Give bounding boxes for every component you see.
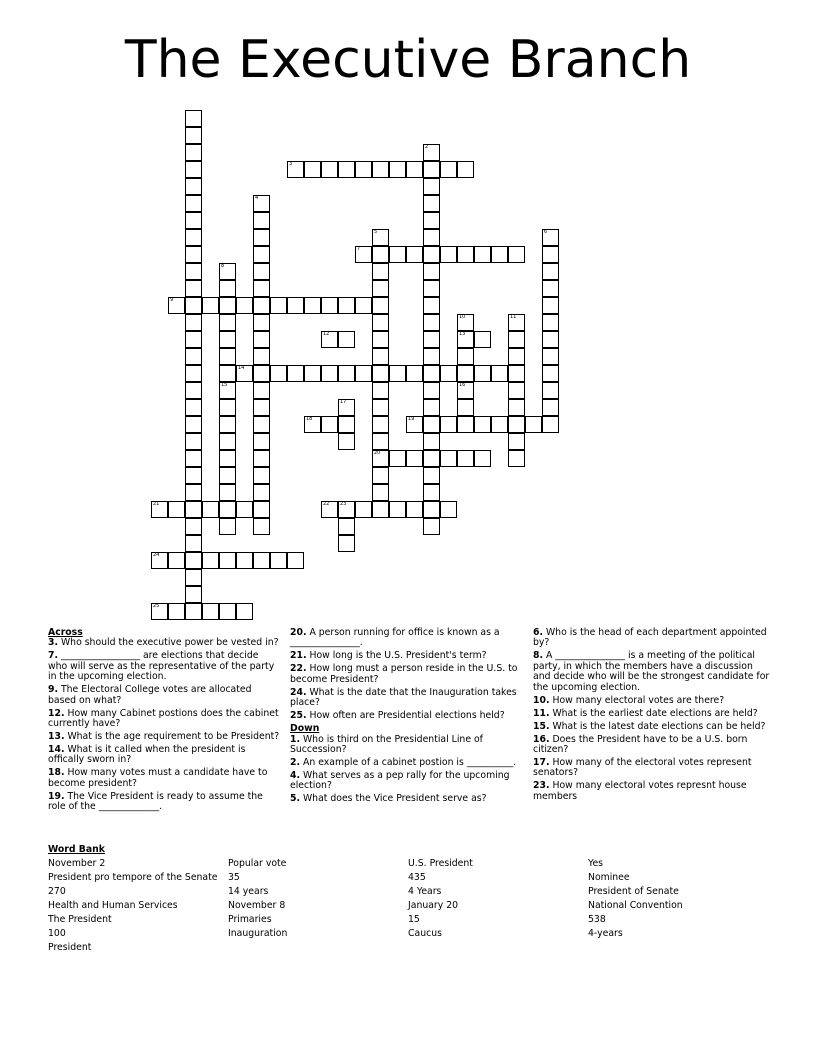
grid-cell[interactable] <box>253 365 270 382</box>
grid-cell[interactable] <box>423 416 440 433</box>
grid-cell[interactable] <box>236 297 253 314</box>
grid-cell[interactable] <box>542 280 559 297</box>
grid-cell[interactable] <box>219 365 236 382</box>
grid-cell[interactable] <box>406 416 423 433</box>
clue-down-8: 8. A _______________ is a meeting of the political party, in which the members have a discussion and decide who will be the strongest candidate for the upcoming election. <box>533 650 770 693</box>
grid-cell[interactable] <box>304 161 321 178</box>
grid-cell[interactable] <box>253 382 270 399</box>
grid-cell[interactable] <box>355 161 372 178</box>
grid-cell[interactable] <box>219 399 236 416</box>
grid-cell[interactable] <box>185 178 202 195</box>
grid-number: 24 <box>153 552 160 558</box>
grid-cell[interactable] <box>372 365 389 382</box>
grid-cell[interactable] <box>389 246 406 263</box>
word-bank-item: 15 <box>408 914 420 925</box>
grid-cell[interactable] <box>372 331 389 348</box>
grid-cell[interactable] <box>423 484 440 501</box>
page-title: The Executive Branch <box>124 30 692 90</box>
word-bank-item: Health and Human Services <box>48 900 178 911</box>
grid-cell[interactable] <box>202 501 219 518</box>
grid-cell[interactable] <box>185 280 202 297</box>
grid-cell[interactable] <box>253 484 270 501</box>
word-bank-item: 270 <box>48 886 66 897</box>
grid-cell[interactable] <box>253 467 270 484</box>
grid-cell[interactable] <box>219 603 236 620</box>
word-bank-item: President of Senate <box>588 886 679 897</box>
grid-cell[interactable] <box>338 501 355 518</box>
grid-cell[interactable] <box>185 450 202 467</box>
clues-column-3 <box>533 628 773 805</box>
word-bank-item: 35 <box>228 872 240 883</box>
clues-column-2 <box>290 628 522 807</box>
grid-cell[interactable] <box>457 246 474 263</box>
grid-cell[interactable] <box>423 178 440 195</box>
grid-cell[interactable] <box>457 314 474 331</box>
grid-cell[interactable] <box>423 263 440 280</box>
grid-cell[interactable] <box>253 416 270 433</box>
grid-cell[interactable] <box>542 246 559 263</box>
grid-number: 19 <box>408 416 415 422</box>
grid-number: 16 <box>459 382 466 388</box>
grid-cell[interactable] <box>542 348 559 365</box>
grid-cell[interactable] <box>542 297 559 314</box>
grid-cell[interactable] <box>423 297 440 314</box>
grid-cell[interactable] <box>219 433 236 450</box>
grid-cell[interactable] <box>372 501 389 518</box>
grid-cell[interactable] <box>202 603 219 620</box>
grid-cell[interactable] <box>219 382 236 399</box>
grid-cell[interactable] <box>253 433 270 450</box>
clue-across-12: 12. How many Cabinet postions does the cabinet currently have? <box>48 707 279 730</box>
grid-cell[interactable] <box>253 212 270 229</box>
grid-cell[interactable] <box>457 416 474 433</box>
grid-cell[interactable] <box>219 467 236 484</box>
grid-cell[interactable] <box>474 246 491 263</box>
grid-cell[interactable] <box>185 518 202 535</box>
grid-cell[interactable] <box>440 161 457 178</box>
grid-cell[interactable] <box>508 365 525 382</box>
grid-cell[interactable] <box>457 348 474 365</box>
grid-cell[interactable] <box>185 603 202 620</box>
grid-cell[interactable] <box>372 467 389 484</box>
grid-cell[interactable] <box>253 450 270 467</box>
grid-number: 7 <box>357 246 361 252</box>
grid-cell[interactable] <box>508 246 525 263</box>
grid-cell[interactable] <box>372 297 389 314</box>
grid-cell[interactable] <box>287 365 304 382</box>
grid-cell[interactable] <box>236 603 253 620</box>
grid-cell[interactable] <box>389 450 406 467</box>
grid-number: 22 <box>323 501 330 507</box>
grid-cell[interactable] <box>457 331 474 348</box>
grid-cell[interactable] <box>253 195 270 212</box>
clue-across-18: 18. How many votes must a candidate have to become president? <box>48 767 268 789</box>
grid-cell[interactable] <box>457 382 474 399</box>
grid-cell[interactable] <box>355 297 372 314</box>
clue-down-1: 1. Who is third on the Presidential Line of Succession? <box>290 733 483 756</box>
grid-cell[interactable] <box>423 348 440 365</box>
clues-column-1 <box>48 628 280 815</box>
grid-cell[interactable] <box>185 399 202 416</box>
grid-cell[interactable] <box>185 501 202 518</box>
clue-down-23: 23. How many electoral votes represnt house members <box>533 780 747 802</box>
grid-cell[interactable] <box>304 297 321 314</box>
grid-cell[interactable] <box>270 552 287 569</box>
grid-number: 4 <box>255 195 259 201</box>
word-bank-item: President pro tempore of the Senate <box>48 872 218 883</box>
grid-cell[interactable] <box>457 161 474 178</box>
grid-cell[interactable] <box>508 450 525 467</box>
grid-cell[interactable] <box>338 535 355 552</box>
grid-cell[interactable] <box>185 484 202 501</box>
grid-cell[interactable] <box>372 280 389 297</box>
word-bank-item: 4-years <box>588 928 623 939</box>
clue-down-16: 16. Does the President have to be a U.S. born citizen? <box>533 733 748 756</box>
grid-cell[interactable] <box>355 501 372 518</box>
clue-across-24: 24. What is the date that the Inauguration takes place? <box>290 686 517 709</box>
grid-cell[interactable] <box>457 365 474 382</box>
grid-cell[interactable] <box>219 416 236 433</box>
grid-cell[interactable] <box>508 433 525 450</box>
grid-cell[interactable] <box>253 348 270 365</box>
clue-across-25: 25. How often are Presidential elections held? <box>290 710 505 722</box>
clue-across-3: 3. Who should the executive power be vested in? <box>48 637 279 649</box>
grid-cell[interactable] <box>304 365 321 382</box>
grid-cell[interactable] <box>185 569 202 586</box>
word-bank-list <box>48 859 768 953</box>
word-bank-item: Primaries <box>228 914 272 925</box>
grid-cell[interactable] <box>372 246 389 263</box>
clue-across-14: 14. What is it called when the president is offically sworn in? <box>48 744 246 766</box>
grid-cell[interactable] <box>185 467 202 484</box>
grid-cell[interactable] <box>321 501 338 518</box>
grid-number: 25 <box>153 603 160 609</box>
grid-cell[interactable] <box>202 552 219 569</box>
word-bank-item: 4 Years <box>408 886 442 897</box>
grid-cell[interactable] <box>423 161 440 178</box>
grid-cell[interactable] <box>542 263 559 280</box>
grid-cell[interactable] <box>321 161 338 178</box>
grid-cell[interactable] <box>372 314 389 331</box>
grid-cell[interactable] <box>440 450 457 467</box>
grid-cell[interactable] <box>542 331 559 348</box>
across-heading: Across <box>48 627 83 638</box>
grid-cell[interactable] <box>338 399 355 416</box>
grid-number: 21 <box>153 501 160 507</box>
grid-cell[interactable] <box>253 518 270 535</box>
grid-cell[interactable] <box>474 450 491 467</box>
grid-cell[interactable] <box>321 331 338 348</box>
word-bank-item: November 8 <box>228 900 286 911</box>
grid-number: 13 <box>459 331 466 337</box>
word-bank-item: 100 <box>48 928 66 939</box>
grid-cell[interactable] <box>542 314 559 331</box>
grid-cell[interactable] <box>423 212 440 229</box>
grid-cell[interactable] <box>423 450 440 467</box>
clue-down-4: 4. What serves as a pep rally for the upcoming election? <box>290 770 510 792</box>
grid-cell[interactable] <box>253 501 270 518</box>
grid-cell[interactable] <box>236 552 253 569</box>
grid-number: 10 <box>459 314 466 320</box>
grid-cell[interactable] <box>440 246 457 263</box>
word-bank-item: Inauguration <box>228 928 288 939</box>
grid-cell[interactable] <box>253 399 270 416</box>
grid-cell[interactable] <box>372 399 389 416</box>
grid-number: 15 <box>221 382 228 388</box>
grid-cell[interactable] <box>151 501 168 518</box>
grid-cell[interactable] <box>270 365 287 382</box>
grid-cell[interactable] <box>389 501 406 518</box>
grid-cell[interactable] <box>168 297 185 314</box>
grid-cell[interactable] <box>338 161 355 178</box>
grid-cell[interactable] <box>372 433 389 450</box>
grid-cell[interactable] <box>219 501 236 518</box>
clue-down-11: 11. What is the earliest date elections are held? <box>533 707 758 719</box>
grid-cell[interactable] <box>508 399 525 416</box>
clue-across-9: 9. The Electoral College votes are allocated based on what? <box>48 684 252 706</box>
grid-number: 14 <box>238 365 245 371</box>
grid-cell[interactable] <box>185 535 202 552</box>
grid-cell[interactable] <box>185 195 202 212</box>
grid-cell[interactable] <box>321 365 338 382</box>
clue-down-15: 15. What is the latest date elections can be held? <box>533 720 766 732</box>
grid-cell[interactable] <box>185 263 202 280</box>
grid-cell[interactable] <box>491 365 508 382</box>
grid-cell[interactable] <box>542 416 559 433</box>
grid-cell[interactable] <box>423 280 440 297</box>
grid-cell[interactable] <box>185 416 202 433</box>
grid-cell[interactable] <box>151 603 168 620</box>
grid-cell[interactable] <box>423 144 440 161</box>
grid-cell[interactable] <box>372 484 389 501</box>
grid-cell[interactable] <box>372 382 389 399</box>
grid-cell[interactable] <box>491 416 508 433</box>
grid-cell[interactable] <box>542 365 559 382</box>
grid-cell[interactable] <box>338 297 355 314</box>
grid-cell[interactable] <box>253 331 270 348</box>
grid-cell[interactable] <box>219 552 236 569</box>
grid-cell[interactable] <box>185 433 202 450</box>
grid-cell[interactable] <box>185 382 202 399</box>
grid-cell[interactable] <box>321 416 338 433</box>
word-bank-item: The President <box>48 914 112 925</box>
grid-cell[interactable] <box>185 365 202 382</box>
grid-cell[interactable] <box>185 161 202 178</box>
word-bank-item: January 20 <box>408 900 459 911</box>
grid-cell[interactable] <box>355 365 372 382</box>
grid-cell[interactable] <box>423 314 440 331</box>
grid-cell[interactable] <box>423 195 440 212</box>
grid-cell[interactable] <box>440 501 457 518</box>
grid-cell[interactable] <box>372 416 389 433</box>
grid-cell[interactable] <box>457 450 474 467</box>
grid-cell[interactable] <box>423 229 440 246</box>
grid-cell[interactable] <box>474 416 491 433</box>
grid-cell[interactable] <box>185 586 202 603</box>
word-bank-item: Popular vote <box>228 858 287 869</box>
word-bank-item: U.S. President <box>408 858 473 869</box>
grid-number: 2 <box>425 144 429 150</box>
grid-cell[interactable] <box>406 246 423 263</box>
grid-cell[interactable] <box>202 297 219 314</box>
grid-cell[interactable] <box>423 501 440 518</box>
clue-down-2: 2. An example of a cabinet postion is __________. <box>290 757 517 769</box>
grid-cell[interactable] <box>168 501 185 518</box>
grid-cell[interactable] <box>508 416 525 433</box>
grid-cell[interactable] <box>151 552 168 569</box>
grid-number: 17 <box>340 399 347 405</box>
grid-cell[interactable] <box>236 501 253 518</box>
grid-cell[interactable] <box>168 603 185 620</box>
grid-cell[interactable] <box>185 297 202 314</box>
clue-down-17: 17. How many of the electoral votes represent senators? <box>533 757 752 779</box>
word-bank-item: 538 <box>588 914 606 925</box>
grid-cell[interactable] <box>168 552 185 569</box>
clue-across-22: 22. How long must a person reside in the U.S. to become President? <box>290 663 518 685</box>
grid-number: 9 <box>170 297 174 303</box>
grid-cell[interactable] <box>440 416 457 433</box>
grid-cell[interactable] <box>423 433 440 450</box>
grid-cell[interactable] <box>457 399 474 416</box>
grid-cell[interactable] <box>253 229 270 246</box>
clue-down-6: 6. Who is the head of each department appointed by? <box>533 627 767 649</box>
grid-cell[interactable] <box>185 348 202 365</box>
word-bank-heading: Word Bank <box>48 844 105 855</box>
grid-cell[interactable] <box>219 331 236 348</box>
grid-cell[interactable] <box>219 263 236 280</box>
grid-cell[interactable] <box>219 280 236 297</box>
grid-cell[interactable] <box>508 331 525 348</box>
grid-cell[interactable] <box>525 416 542 433</box>
grid-number: 5 <box>374 229 378 235</box>
grid-cell[interactable] <box>406 365 423 382</box>
grid-cell[interactable] <box>185 144 202 161</box>
grid-cell[interactable] <box>355 246 372 263</box>
grid-cell[interactable] <box>253 280 270 297</box>
grid-cell[interactable] <box>185 110 202 127</box>
grid-cell[interactable] <box>406 161 423 178</box>
grid-cell[interactable] <box>338 365 355 382</box>
word-bank <box>48 844 768 953</box>
grid-cell[interactable] <box>185 229 202 246</box>
grid-cell[interactable] <box>542 399 559 416</box>
grid-cell[interactable] <box>423 518 440 535</box>
grid-cell[interactable] <box>253 314 270 331</box>
grid-cell[interactable] <box>389 365 406 382</box>
grid-cell[interactable] <box>304 416 321 433</box>
grid-cell[interactable] <box>406 450 423 467</box>
grid-number: 11 <box>510 314 517 320</box>
grid-cell[interactable] <box>372 161 389 178</box>
grid-cell[interactable] <box>270 297 287 314</box>
clue-across-21: 21. How long is the U.S. President's term? <box>290 650 487 662</box>
grid-cell[interactable] <box>219 518 236 535</box>
grid-cell[interactable] <box>508 348 525 365</box>
grid-cell[interactable] <box>389 161 406 178</box>
grid-cell[interactable] <box>474 365 491 382</box>
grid-cell[interactable] <box>338 331 355 348</box>
clue-across-13: 13. What is the age requirement to be President? <box>48 731 280 743</box>
grid-cell[interactable] <box>474 331 491 348</box>
clue-down-5: 5. What does the Vice President serve as? <box>290 793 487 805</box>
grid-number: 8 <box>221 263 225 269</box>
grid-number: 18 <box>306 416 313 422</box>
grid-cell[interactable] <box>372 450 389 467</box>
grid-cell[interactable] <box>423 365 440 382</box>
grid-cell[interactable] <box>423 399 440 416</box>
grid-cell[interactable] <box>253 552 270 569</box>
grid-cell[interactable] <box>253 297 270 314</box>
grid-cell[interactable] <box>219 450 236 467</box>
grid-cell[interactable] <box>253 263 270 280</box>
grid-number: 20 <box>374 450 381 456</box>
grid-cell[interactable] <box>508 314 525 331</box>
word-bank-item: November 2 <box>48 858 106 869</box>
grid-cell[interactable] <box>372 348 389 365</box>
grid-cell[interactable] <box>338 518 355 535</box>
grid-number: 6 <box>544 229 548 235</box>
clue-across-20: 20. A person running for office is known as a _______________. <box>290 627 500 649</box>
grid-cell[interactable] <box>440 365 457 382</box>
word-bank-item: Caucus <box>408 928 442 939</box>
word-bank-item: 14 years <box>228 886 269 897</box>
grid-cell[interactable] <box>219 314 236 331</box>
grid-cell[interactable] <box>219 297 236 314</box>
grid-cell[interactable] <box>219 484 236 501</box>
grid-cell[interactable] <box>423 382 440 399</box>
grid-cell[interactable] <box>423 467 440 484</box>
grid-cell[interactable] <box>542 382 559 399</box>
grid-number: 3 <box>289 161 293 167</box>
grid-cell[interactable] <box>338 416 355 433</box>
grid-cell[interactable] <box>406 501 423 518</box>
grid-cell[interactable] <box>423 246 440 263</box>
grid-number: 23 <box>340 501 347 507</box>
word-bank-item: President <box>48 942 92 953</box>
grid-cell[interactable] <box>491 246 508 263</box>
down-heading: Down <box>290 723 320 735</box>
clue-across-7: 7. _________________ are elections that decide who will serve as the representative of the party in the upcoming election. <box>48 650 275 683</box>
grid-cell[interactable] <box>253 246 270 263</box>
grid-cell[interactable] <box>508 382 525 399</box>
grid-cell[interactable] <box>185 331 202 348</box>
word-bank-item: National Convention <box>588 900 683 911</box>
clue-across-19: 19. The Vice President is ready to assume the role of the _____________. <box>48 790 263 813</box>
grid-cell[interactable] <box>185 212 202 229</box>
grid-cell[interactable] <box>338 433 355 450</box>
grid-cell[interactable] <box>236 365 253 382</box>
grid-cell[interactable] <box>219 348 236 365</box>
word-bank-item: 435 <box>408 872 426 883</box>
grid-cell[interactable] <box>185 314 202 331</box>
grid-cell[interactable] <box>287 297 304 314</box>
grid-cell[interactable] <box>372 263 389 280</box>
word-bank-item: Nominee <box>588 872 630 883</box>
grid-cell[interactable] <box>542 229 559 246</box>
grid-cell[interactable] <box>185 552 202 569</box>
grid-cell[interactable] <box>321 297 338 314</box>
word-bank-item: Yes <box>588 858 604 869</box>
grid-cell[interactable] <box>287 161 304 178</box>
grid-cell[interactable] <box>185 246 202 263</box>
grid-cell[interactable] <box>287 552 304 569</box>
clue-down-10: 10. How many electoral votes are there? <box>533 694 725 706</box>
grid-cell[interactable] <box>372 229 389 246</box>
grid-cell[interactable] <box>185 127 202 144</box>
grid-number: 12 <box>323 331 330 337</box>
grid-cell[interactable] <box>423 331 440 348</box>
